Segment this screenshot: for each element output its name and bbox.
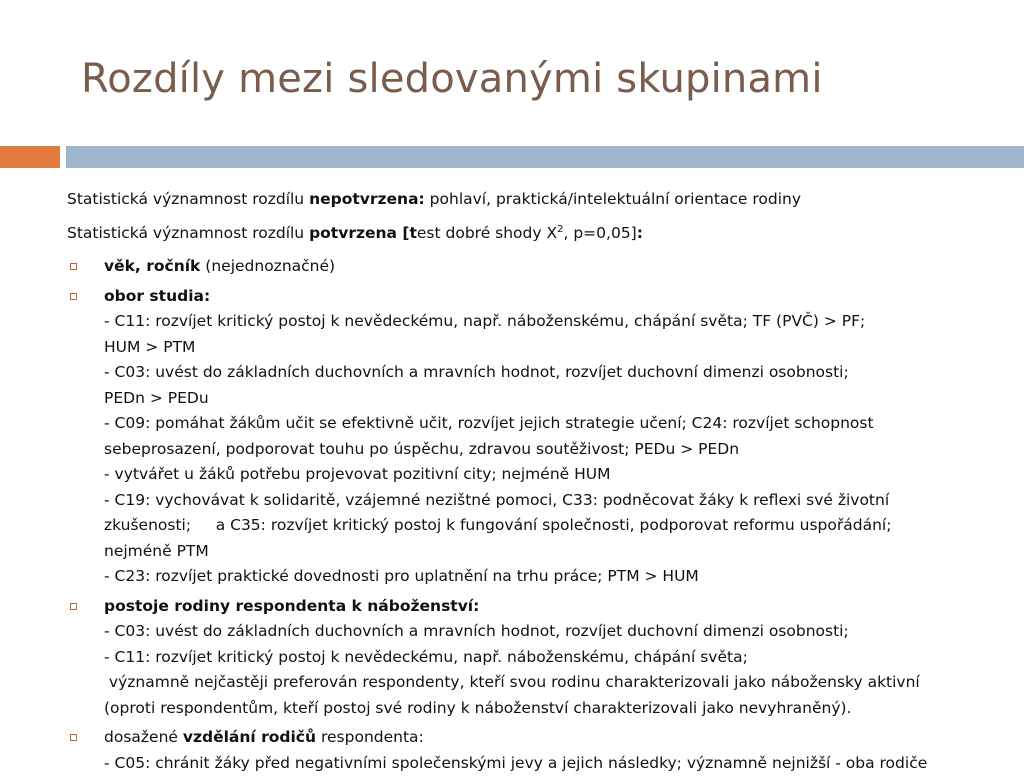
bullet-text: respondenta: xyxy=(316,728,424,746)
intro-line-not-confirmed xyxy=(67,187,1007,213)
square-bullet-icon xyxy=(70,293,77,300)
bullet-family-religion xyxy=(67,594,1007,722)
square-bullet-icon xyxy=(70,263,77,270)
bullet-line: zkušenosti; a C35: rozvíjet kritický postoj k fungování společnosti, podporovat reformu uspořádání; xyxy=(104,516,892,534)
bullet-line: - C05: chránit žáky před negativními společenskými jevy a jejich následky; významně nejnižší - oba rodiče xyxy=(104,753,928,772)
bullet-line: HUM > PTM xyxy=(104,337,196,356)
bullet-line: (oproti respondentům, kteří postoj své rodiny k náboženství charakterizovali jako nevyhraněný). xyxy=(104,698,852,717)
intro-line-confirmed xyxy=(67,221,1007,247)
bullet-heading: obor studia: xyxy=(104,286,211,305)
bullet-line: - vytvářet u žáků potřebu projevovat pozitivní city; nejméně HUM xyxy=(104,465,611,483)
bullet-heading: postoje rodiny respondenta k náboženství: xyxy=(104,596,480,615)
superscript: 2 xyxy=(557,223,564,235)
square-bullet-icon xyxy=(70,734,77,741)
slide-body xyxy=(67,187,1007,780)
square-bullet-icon xyxy=(70,603,77,610)
bullet-field-of-study xyxy=(67,284,1007,590)
bullet-line: - C11: rozvíjet kritický postoj k nevědeckému, např. náboženskému, chápání světa; TF (PVČ) > PF; xyxy=(104,312,866,330)
intro-bold: nepotvrzena: xyxy=(309,190,425,208)
intro-text: , p=0,05] xyxy=(563,223,637,242)
intro-text: est dobré shody X xyxy=(416,223,558,242)
slide-title: Rozdíly mezi sledovanými skupinami xyxy=(81,56,823,102)
bullet-line: - C11: rozvíjet kritický postoj k nevědeckému, např. náboženskému, chápání světa; xyxy=(104,647,748,666)
accent-bar-blue xyxy=(66,146,1024,168)
bullet-line: - C03: uvést do základních duchovních a mravních hodnot, rozvíjet duchovní dimenzi osobnosti; xyxy=(104,363,849,381)
bullet-line: nejméně PTM xyxy=(104,541,209,560)
bullet-text: dosažené xyxy=(104,728,183,746)
bullet-line: - C23: rozvíjet praktické dovednosti pro uplatnění na trhu práce; PTM > HUM xyxy=(104,567,699,585)
bullet-line: PEDn > PEDu xyxy=(104,388,209,407)
intro-text: Statistická významnost rozdílu xyxy=(67,190,310,208)
bullet-heading: vzdělání rodičů xyxy=(182,728,317,746)
bullet-parents-education xyxy=(67,725,1007,776)
accent-bar-orange xyxy=(0,146,60,168)
bullet-line: - C19: vychovávat k solidaritě, vzájemné nezištné pomoci, C33: podněcovat žáky k reflexi své životní xyxy=(104,490,890,509)
bullet-line: - C09: pomáhat žákům učit se efektivně učit, rozvíjet jejich strategie učení; C24: rozvíjet schopnost xyxy=(104,414,874,432)
intro-bold: potvrzena [t xyxy=(309,223,417,242)
bullet-age xyxy=(67,254,1007,280)
bullet-line: sebeprosazení, podporovat touhu po úspěchu, zdravou soutěživost; PEDu > PEDn xyxy=(104,439,740,458)
bullet-heading: věk, ročník xyxy=(104,257,201,275)
bullet-text: (nejednoznačné) xyxy=(200,257,336,275)
bullet-line: významně nejčastěji preferován respondenty, kteří svou rodinu charakterizovali jako nábožensky aktivní xyxy=(104,673,920,691)
intro-text: Statistická významnost rozdílu xyxy=(67,223,310,242)
intro-bold: : xyxy=(636,223,643,242)
intro-text: pohlaví, praktická/intelektuální orientace rodiny xyxy=(424,190,802,208)
bullet-line: - C03: uvést do základních duchovních a mravních hodnot, rozvíjet duchovní dimenzi osobnosti; xyxy=(104,622,849,640)
